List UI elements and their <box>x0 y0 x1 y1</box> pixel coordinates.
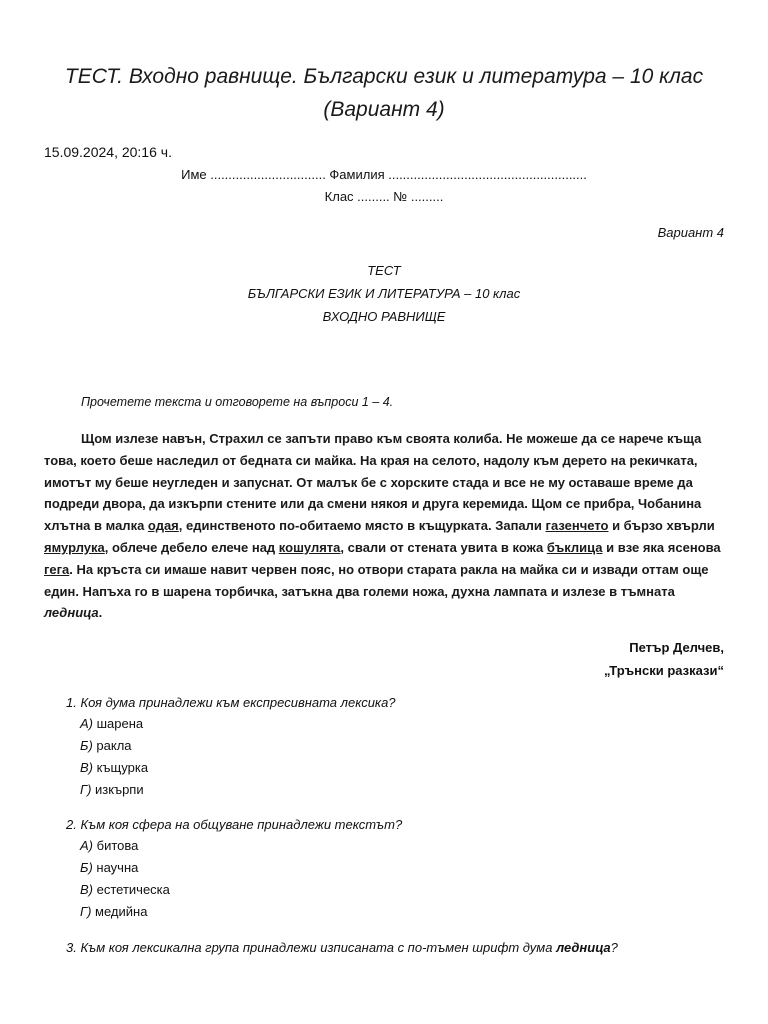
answer-option[interactable] <box>66 757 396 779</box>
test-header-line-1: ТЕСТ <box>367 263 401 278</box>
option-text: шарена <box>96 716 144 731</box>
answer-option[interactable] <box>66 901 402 923</box>
class-fields: Клас ......... № ......... <box>324 189 444 204</box>
passage-text: и взе яка ясенова <box>602 539 721 555</box>
option-letter: А) <box>80 838 93 853</box>
date-time: 15.09.2024, 20:16 ч. <box>44 144 172 160</box>
answer-option[interactable] <box>66 879 402 901</box>
test-header-line-2: БЪЛГАРСКИ ЕЗИК И ЛИТЕРАТУРА – 10 клас <box>247 286 521 301</box>
option-letter: Г) <box>80 782 92 797</box>
option-letter: А) <box>80 716 93 731</box>
name-fields: Име ................................ Фамилия ....................................................... <box>181 167 587 182</box>
option-text: битова <box>96 838 139 853</box>
instruction: Прочетете текста и отговорете на въпроси 1 – 4. <box>81 395 394 409</box>
underlined-word: кошулята <box>278 539 341 555</box>
option-text: ракла <box>96 738 132 753</box>
document-title <box>30 60 738 126</box>
option-text: медийна <box>95 904 148 919</box>
test-header-line-3: ВХОДНО РАВНИЩЕ <box>322 309 446 324</box>
passage-text: , единственото по-обитаемо място в къщурката. Запали <box>178 518 546 534</box>
emphasized-word: ледница <box>44 605 99 621</box>
question-keyword: ледница <box>556 940 611 955</box>
underlined-word: ямурлука <box>44 539 105 555</box>
option-letter: В) <box>80 882 93 897</box>
option-text: изкърпи <box>95 782 144 797</box>
passage-text: , облече дебело елече над <box>104 539 279 555</box>
passage-text: . На кръста си имаше навит червен пояс, но отвори старата ракла на майка си и извади оттам още един. Напъха го в шарена торбичка, затъкна два големи ножа, духна лампата и излезе в тъмната <box>44 561 709 599</box>
underlined-word: гега <box>44 561 70 577</box>
author-name: Петър Делчев, <box>629 640 724 655</box>
question-text-part: ? <box>610 940 618 955</box>
option-text: научна <box>96 860 139 875</box>
passage-text: и бързо хвърли <box>608 518 715 534</box>
option-text: естетическа <box>96 882 170 897</box>
question-2 <box>66 814 402 923</box>
passage-text: , свали от стената увита в кожа <box>340 539 547 555</box>
underlined-word: одая <box>147 518 179 534</box>
option-text: къщурка <box>96 760 149 775</box>
underlined-word: газенчето <box>545 518 609 534</box>
answer-option[interactable] <box>66 857 402 879</box>
author-attribution <box>604 636 724 682</box>
work-title: „Трънски разкази“ <box>603 663 724 678</box>
answer-option[interactable] <box>66 779 396 801</box>
answer-option[interactable] <box>66 735 396 757</box>
question-text: 2. Към коя сфера на общуване принадлежи текстът? <box>66 817 403 832</box>
question-text: 1. Коя дума принадлежи към експресивната лексика? <box>66 695 396 710</box>
passage-text: . <box>98 605 103 621</box>
reading-passage <box>44 428 728 624</box>
passage-text: Щом излезе навън, Страхил се запъти право към своята колиба. Не можеше да се нарече къща това, което беше наследил от бедната си майка. На края на селото, надолу към дерето на рекичката, имотът му беше неугледен и запуснат. От малък бе с хорските стада и все не му оставаше време да подреди двора, да изкърпи стените или да смени някоя и друга керемида. Щом се прибра, Чобанина хлътна в малка <box>44 431 702 534</box>
option-letter: Г) <box>80 904 92 919</box>
question-3 <box>66 937 618 958</box>
question-text <box>66 937 618 958</box>
variant-label: Вариант 4 <box>657 225 724 240</box>
option-letter: В) <box>80 760 93 775</box>
question-1 <box>66 692 396 801</box>
answer-option[interactable] <box>66 713 396 735</box>
underlined-word: бъклица <box>546 539 603 555</box>
title-line-1: ТЕСТ. Входно равнище. Български език и литература – 10 клас <box>64 65 704 88</box>
option-letter: Б) <box>80 860 93 875</box>
title-line-2: (Вариант 4) <box>323 98 445 121</box>
question-text-part: 3. Към коя лексикална група принадлежи изписаната с по-тъмен шрифт дума <box>66 940 557 955</box>
answer-option[interactable] <box>66 835 402 857</box>
test-header <box>0 259 768 328</box>
option-letter: Б) <box>80 738 93 753</box>
